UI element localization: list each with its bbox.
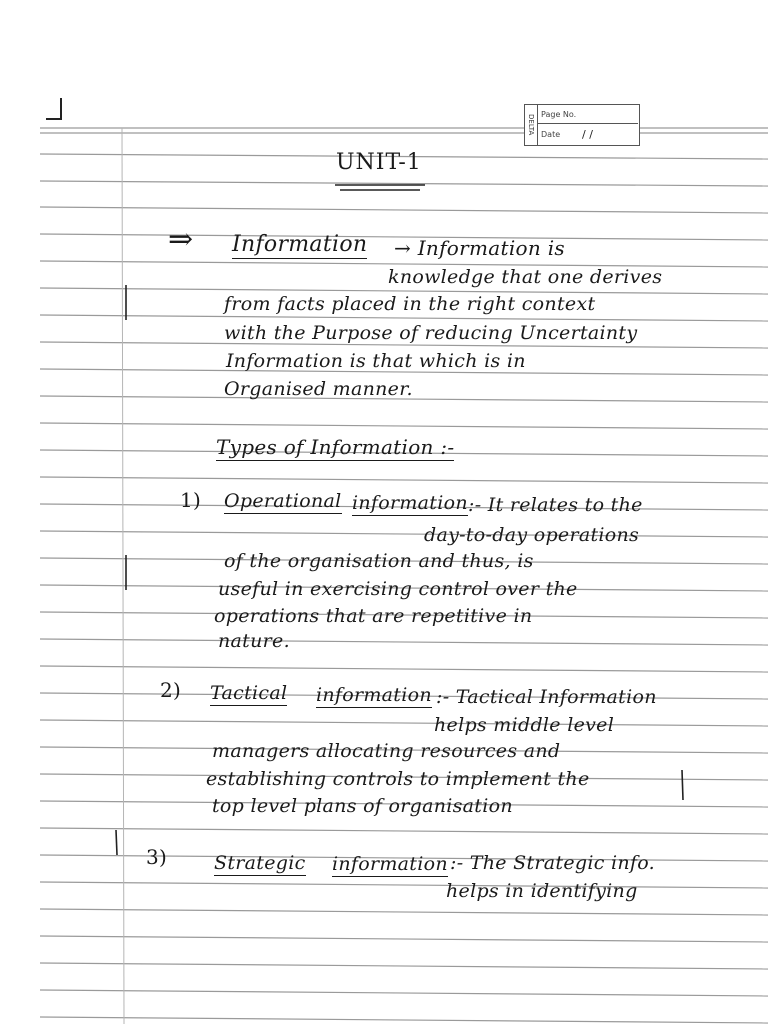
tactical-term-a: Tactical <box>210 682 288 704</box>
types-heading: Types of Information :- <box>216 435 455 459</box>
page-header-box <box>524 104 640 146</box>
date-label: Date <box>541 130 561 139</box>
tactical-line-5: top level plans of organisation <box>212 795 513 817</box>
information-line-1: → Information is <box>394 236 565 260</box>
strategic-line-1: :- The Strategic info. <box>450 852 656 874</box>
tactical-line-4: establishing controls to implement the <box>206 768 590 790</box>
strategic-term-b: information <box>332 853 448 875</box>
operational-line-6: nature. <box>218 630 290 652</box>
page-title: UNIT-1 <box>336 150 422 175</box>
strategic-term-a: Strategic <box>214 852 306 874</box>
corner-bracket-mark <box>46 98 62 120</box>
information-line-3: from facts placed in the right context <box>224 293 596 315</box>
operational-line-5: operations that are repetitive in <box>214 605 533 627</box>
tactical-term-b: information <box>316 684 432 706</box>
operational-term-b: information <box>352 492 468 514</box>
double-arrow-icon: ⇒ <box>168 222 194 257</box>
page-no-label: Page No. <box>541 110 577 119</box>
information-line-6: Organised manner. <box>224 378 413 400</box>
date-field <box>538 125 638 144</box>
operational-number: 1) <box>180 488 202 512</box>
date-value: / / <box>582 128 593 141</box>
strategic-line-2: helps in identifying <box>446 880 638 902</box>
operational-line-2: day-to-day operations <box>424 524 640 546</box>
tactical-line-1: :- Tactical Information <box>436 686 657 708</box>
operational-line-4: useful in exercising control over the <box>218 578 578 600</box>
operational-line-3: of the organisation and thus, is <box>224 550 534 572</box>
tactical-line-3: managers allocating resources and <box>212 740 561 762</box>
information-line-4: with the Purpose of reducing Uncertainty <box>224 322 638 344</box>
information-term: Information <box>232 232 368 257</box>
information-line-2: knowledge that one derives <box>388 266 663 288</box>
operational-term-a: Operational <box>224 490 342 512</box>
tactical-number: 2) <box>160 678 182 702</box>
page-no-field <box>538 105 638 124</box>
operational-line-1: :- It relates to the <box>468 494 643 516</box>
information-line-5: Information is that which is in <box>226 350 526 372</box>
notebook-brand: DELTA <box>525 105 538 145</box>
tactical-line-2: helps middle level <box>434 714 615 736</box>
strategic-number: 3) <box>146 845 168 869</box>
